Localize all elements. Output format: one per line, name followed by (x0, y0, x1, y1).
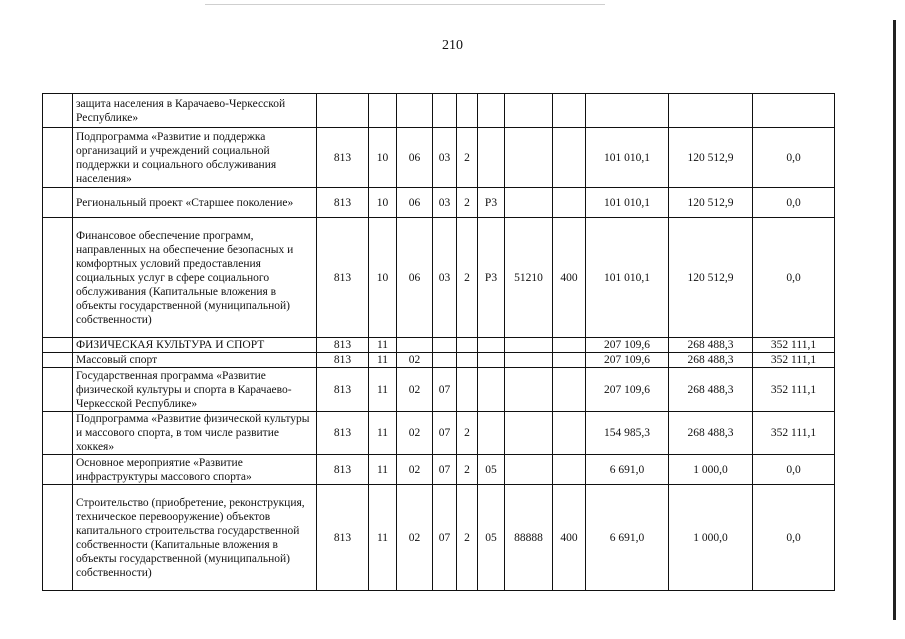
code-cell-p3: Р3 (478, 218, 505, 338)
amount-cell-y3: 0,0 (753, 218, 835, 338)
code-cell-p4 (505, 188, 553, 218)
code-cell-p3: 05 (478, 485, 505, 591)
amount-cell-y3: 352 111,1 (753, 353, 835, 368)
code-cell-pr (397, 338, 433, 353)
code-cell-pr: 02 (397, 455, 433, 485)
amount-cell-y2: 120 512,9 (669, 128, 753, 188)
code-cell-grbs: 813 (317, 455, 369, 485)
code-cell-p1: 07 (433, 368, 457, 412)
row-name-cell: Подпрограмма «Развитие физической культуры и массового спорта, в том числе развитие хоккея» (73, 412, 317, 455)
amount-cell-y2: 1 000,0 (669, 455, 753, 485)
code-cell-p1: 03 (433, 188, 457, 218)
code-cell-pr: 02 (397, 412, 433, 455)
code-cell-p4 (505, 94, 553, 128)
code-cell-p1 (433, 94, 457, 128)
row-index-cell (43, 338, 73, 353)
code-cell-pr: 02 (397, 353, 433, 368)
row-name-cell: Массовый спорт (73, 353, 317, 368)
code-cell-grbs: 813 (317, 353, 369, 368)
row-index-cell (43, 455, 73, 485)
code-cell-rz: 10 (369, 188, 397, 218)
amount-cell-y3: 0,0 (753, 485, 835, 591)
code-cell-p1: 07 (433, 455, 457, 485)
amount-cell-y2 (669, 94, 753, 128)
code-cell-pr: 06 (397, 128, 433, 188)
code-cell-rz: 11 (369, 338, 397, 353)
code-cell-p2: 2 (457, 485, 478, 591)
code-cell-rz: 11 (369, 455, 397, 485)
amount-cell-y2: 1 000,0 (669, 485, 753, 591)
code-cell-p3 (478, 353, 505, 368)
code-cell-p3 (478, 94, 505, 128)
code-cell-rz: 11 (369, 412, 397, 455)
amount-cell-y1: 154 985,3 (586, 412, 669, 455)
amount-cell-y2: 268 488,3 (669, 412, 753, 455)
code-cell-pr: 02 (397, 368, 433, 412)
row-index-cell (43, 188, 73, 218)
code-cell-p3: 05 (478, 455, 505, 485)
amount-cell-y1: 6 691,0 (586, 455, 669, 485)
code-cell-vr (553, 94, 586, 128)
code-cell-p1: 03 (433, 218, 457, 338)
code-cell-grbs: 813 (317, 338, 369, 353)
code-cell-rz: 11 (369, 353, 397, 368)
table-row (43, 128, 835, 188)
code-cell-p4 (505, 128, 553, 188)
code-cell-p4 (505, 412, 553, 455)
code-cell-vr (553, 128, 586, 188)
row-name-cell: Основное мероприятие «Развитие инфраструктуры массового спорта» (73, 455, 317, 485)
top-scan-rule (205, 4, 605, 5)
code-cell-p4: 51210 (505, 218, 553, 338)
code-cell-rz: 11 (369, 485, 397, 591)
code-cell-p2 (457, 338, 478, 353)
amount-cell-y1: 207 109,6 (586, 338, 669, 353)
code-cell-p2: 2 (457, 218, 478, 338)
amount-cell-y2: 268 488,3 (669, 368, 753, 412)
amount-cell-y1: 101 010,1 (586, 188, 669, 218)
row-name-cell: защита населения в Карачаево-Черкесской Республике» (73, 94, 317, 128)
amount-cell-y3: 352 111,1 (753, 338, 835, 353)
code-cell-p2: 2 (457, 188, 478, 218)
budget-table (42, 93, 835, 591)
table-row (43, 338, 835, 353)
amount-cell-y1: 101 010,1 (586, 218, 669, 338)
code-cell-p1: 07 (433, 485, 457, 591)
row-name-cell: Строительство (приобретение, реконструкция, техническое перевооружение) объектов капитального строительства государственной собственности (Капитальные вложения в объекты государственной (муниципальной) собственности) (73, 485, 317, 591)
code-cell-p4 (505, 338, 553, 353)
row-name-cell: Финансовое обеспечение программ, направленных на обеспечение безопасных и комфортных условий предоставления социальных услуг в сфере социального обслуживания (Капитальные вложения в объекты государственной (муниципальной) собственности) (73, 218, 317, 338)
code-cell-p3: Р3 (478, 188, 505, 218)
code-cell-pr (397, 94, 433, 128)
code-cell-vr (553, 412, 586, 455)
table-row (43, 353, 835, 368)
table-row (43, 368, 835, 412)
code-cell-vr (553, 368, 586, 412)
code-cell-pr: 02 (397, 485, 433, 591)
code-cell-p1: 03 (433, 128, 457, 188)
amount-cell-y1: 207 109,6 (586, 353, 669, 368)
row-index-cell (43, 485, 73, 591)
table-row (43, 455, 835, 485)
page-edge-shadow (893, 20, 896, 620)
amount-cell-y1: 207 109,6 (586, 368, 669, 412)
code-cell-pr: 06 (397, 188, 433, 218)
code-cell-grbs: 813 (317, 485, 369, 591)
code-cell-grbs: 813 (317, 128, 369, 188)
code-cell-p2: 2 (457, 412, 478, 455)
amount-cell-y3: 352 111,1 (753, 412, 835, 455)
code-cell-p2: 2 (457, 128, 478, 188)
code-cell-rz: 10 (369, 218, 397, 338)
code-cell-p1 (433, 338, 457, 353)
code-cell-p4 (505, 353, 553, 368)
code-cell-grbs: 813 (317, 412, 369, 455)
code-cell-vr (553, 338, 586, 353)
table-row (43, 94, 835, 128)
code-cell-p2 (457, 353, 478, 368)
code-cell-rz: 11 (369, 368, 397, 412)
code-cell-p4 (505, 455, 553, 485)
amount-cell-y2: 120 512,9 (669, 218, 753, 338)
code-cell-rz (369, 94, 397, 128)
amount-cell-y1: 6 691,0 (586, 485, 669, 591)
page-number: 210 (442, 38, 463, 53)
amount-cell-y1: 101 010,1 (586, 128, 669, 188)
row-name-cell: ФИЗИЧЕСКАЯ КУЛЬТУРА И СПОРТ (73, 338, 317, 353)
code-cell-p2: 2 (457, 455, 478, 485)
code-cell-p1: 07 (433, 412, 457, 455)
amount-cell-y1 (586, 94, 669, 128)
code-cell-rz: 10 (369, 128, 397, 188)
amount-cell-y2: 268 488,3 (669, 338, 753, 353)
code-cell-vr (553, 188, 586, 218)
table-row (43, 412, 835, 455)
code-cell-grbs (317, 94, 369, 128)
row-index-cell (43, 94, 73, 128)
row-index-cell (43, 353, 73, 368)
row-index-cell (43, 412, 73, 455)
code-cell-p2 (457, 368, 478, 412)
row-index-cell (43, 128, 73, 188)
amount-cell-y3: 0,0 (753, 188, 835, 218)
table-row (43, 218, 835, 338)
amount-cell-y3 (753, 94, 835, 128)
table-row (43, 188, 835, 218)
amount-cell-y3: 0,0 (753, 455, 835, 485)
code-cell-p3 (478, 412, 505, 455)
amount-cell-y3: 352 111,1 (753, 368, 835, 412)
code-cell-vr (553, 353, 586, 368)
code-cell-pr: 06 (397, 218, 433, 338)
code-cell-grbs: 813 (317, 188, 369, 218)
code-cell-p1 (433, 353, 457, 368)
code-cell-p4 (505, 368, 553, 412)
code-cell-p4: 88888 (505, 485, 553, 591)
amount-cell-y2: 268 488,3 (669, 353, 753, 368)
row-name-cell: Подпрограмма «Развитие и поддержка организаций и учреждений социальной поддержки и социального обслуживания населения» (73, 128, 317, 188)
budget-table-body (43, 94, 835, 591)
row-index-cell (43, 218, 73, 338)
row-name-cell: Региональный проект «Старшее поколение» (73, 188, 317, 218)
code-cell-p3 (478, 128, 505, 188)
row-index-cell (43, 368, 73, 412)
code-cell-p3 (478, 368, 505, 412)
amount-cell-y2: 120 512,9 (669, 188, 753, 218)
code-cell-p2 (457, 94, 478, 128)
code-cell-p3 (478, 338, 505, 353)
code-cell-grbs: 813 (317, 368, 369, 412)
code-cell-vr (553, 455, 586, 485)
code-cell-vr: 400 (553, 485, 586, 591)
table-row (43, 485, 835, 591)
code-cell-vr: 400 (553, 218, 586, 338)
code-cell-grbs: 813 (317, 218, 369, 338)
amount-cell-y3: 0,0 (753, 128, 835, 188)
row-name-cell: Государственная программа «Развитие физической культуры и спорта в Карачаево-Черкесской Республике» (73, 368, 317, 412)
